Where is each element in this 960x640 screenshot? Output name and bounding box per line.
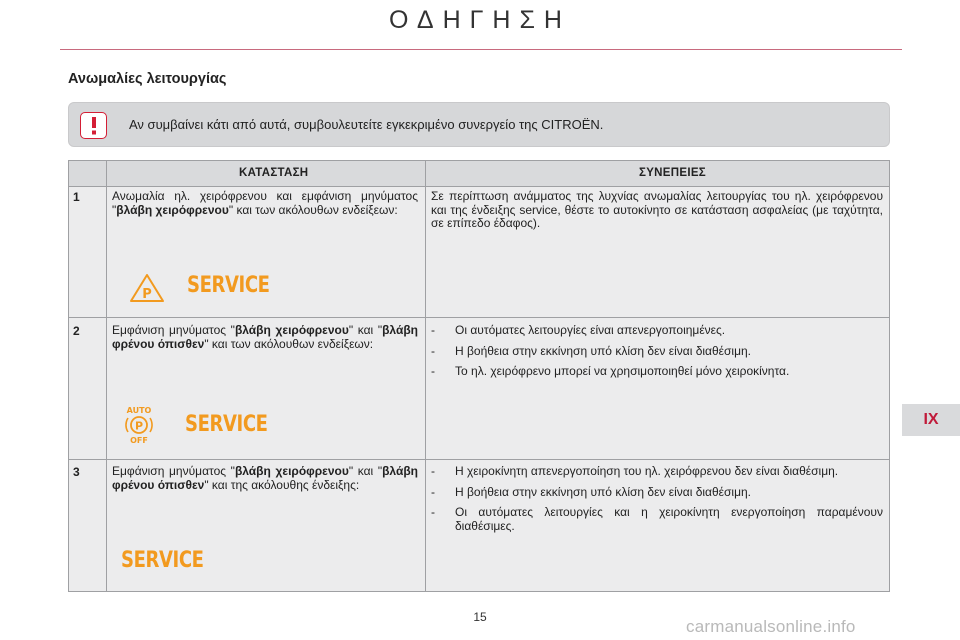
- consequence-list: [431, 324, 883, 386]
- row-divider: [69, 317, 889, 318]
- auto-label: AUTO: [126, 406, 152, 415]
- p-letter: P: [134, 419, 144, 433]
- row-number: 1: [73, 190, 80, 204]
- auto-p-off-icon: [121, 405, 157, 445]
- chapter-tab[interactable]: IX: [902, 404, 960, 436]
- column-divider: [425, 161, 426, 591]
- notice-box: [68, 102, 890, 147]
- row-state: Εμφάνιση μηνύματος "βλάβη χειρόφρενου" και "βλάβη φρένου όπισθεν" και της ακόλουθης ένδειξης:: [112, 464, 418, 492]
- list-item: - Οι αυτόματες λειτουργίες και η χειροκίνητη ενεργοποίηση παραμένουν διαθέσιμες.: [431, 505, 883, 533]
- consequence-list: [431, 465, 883, 540]
- list-item: - Η χειροκίνητη απενεργοποίηση του ηλ. χειρόφρενου δεν είναι διαθέσιμη.: [431, 464, 839, 478]
- off-label: OFF: [130, 436, 148, 445]
- column-header-state: ΚΑΤΑΣΤΑΣΗ: [239, 167, 309, 179]
- row-number: 3: [73, 465, 80, 479]
- list-item: - Το ηλ. χειρόφρενο μπορεί να χρησιμοποιηθεί μόνο χειροκίνητα.: [431, 364, 790, 378]
- list-item: - Η βοήθεια στην εκκίνηση υπό κλίση δεν είναι διαθέσιμη.: [431, 343, 752, 358]
- row-divider: [69, 459, 889, 460]
- row-state: Εμφάνιση μηνύματος "βλάβη χειρόφρενου" και "βλάβη φρένου όπισθεν" και των ακόλουθων ενδείξεων:: [112, 323, 418, 351]
- column-divider: [106, 161, 107, 591]
- header-divider: [60, 49, 902, 50]
- page-title: ΟΔΗΓΗΣΗ: [388, 6, 571, 34]
- list-item: - Η βοήθεια στην εκκίνηση υπό κλίση δεν είναι διαθέσιμη.: [431, 484, 752, 499]
- service-indicator: SERVICE: [187, 273, 270, 298]
- service-indicator: SERVICE: [121, 548, 204, 573]
- service-indicator: SERVICE: [185, 412, 268, 437]
- row-state: Ανωμαλία ηλ. χειρόφρενου και εμφάνιση μηνύματος "βλάβη χειρόφρενου" και των ακόλουθων ενδείξεων:: [112, 189, 418, 217]
- row-consequence: Σε περίπτωση ανάμματος της λυχνίας ανωμαλίας λειτουργίας του ηλ. χειρόφρενου και της ένδειξης service, θέστε το αυτοκίνητο σε κατάσταση ασφαλείας (με ταχύτητα, σε επίπεδο έδαφος).: [431, 189, 883, 230]
- watermark: carmanualsonline.info: [686, 617, 856, 636]
- parking-brake-warning-icon: [129, 273, 165, 308]
- column-header-consequences: ΣΥΝΕΠΕΙΕΣ: [639, 167, 706, 179]
- section-title: Ανωμαλίες λειτουργίας: [68, 71, 227, 87]
- list-item: - Οι αυτόματες λειτουργίες είναι απενεργοποιημένες.: [431, 323, 726, 337]
- page-number: 15: [473, 610, 487, 624]
- svg-text:P: P: [142, 287, 152, 302]
- exclamation-icon: [80, 112, 107, 139]
- table-header: [69, 161, 889, 187]
- row-number: 2: [73, 324, 80, 338]
- fault-table: [68, 160, 890, 592]
- notice-text: Αν συμβαίνει κάτι από αυτά, συμβουλευτείτε εγκεκριμένο συνεργείο της CITROËN.: [129, 117, 604, 132]
